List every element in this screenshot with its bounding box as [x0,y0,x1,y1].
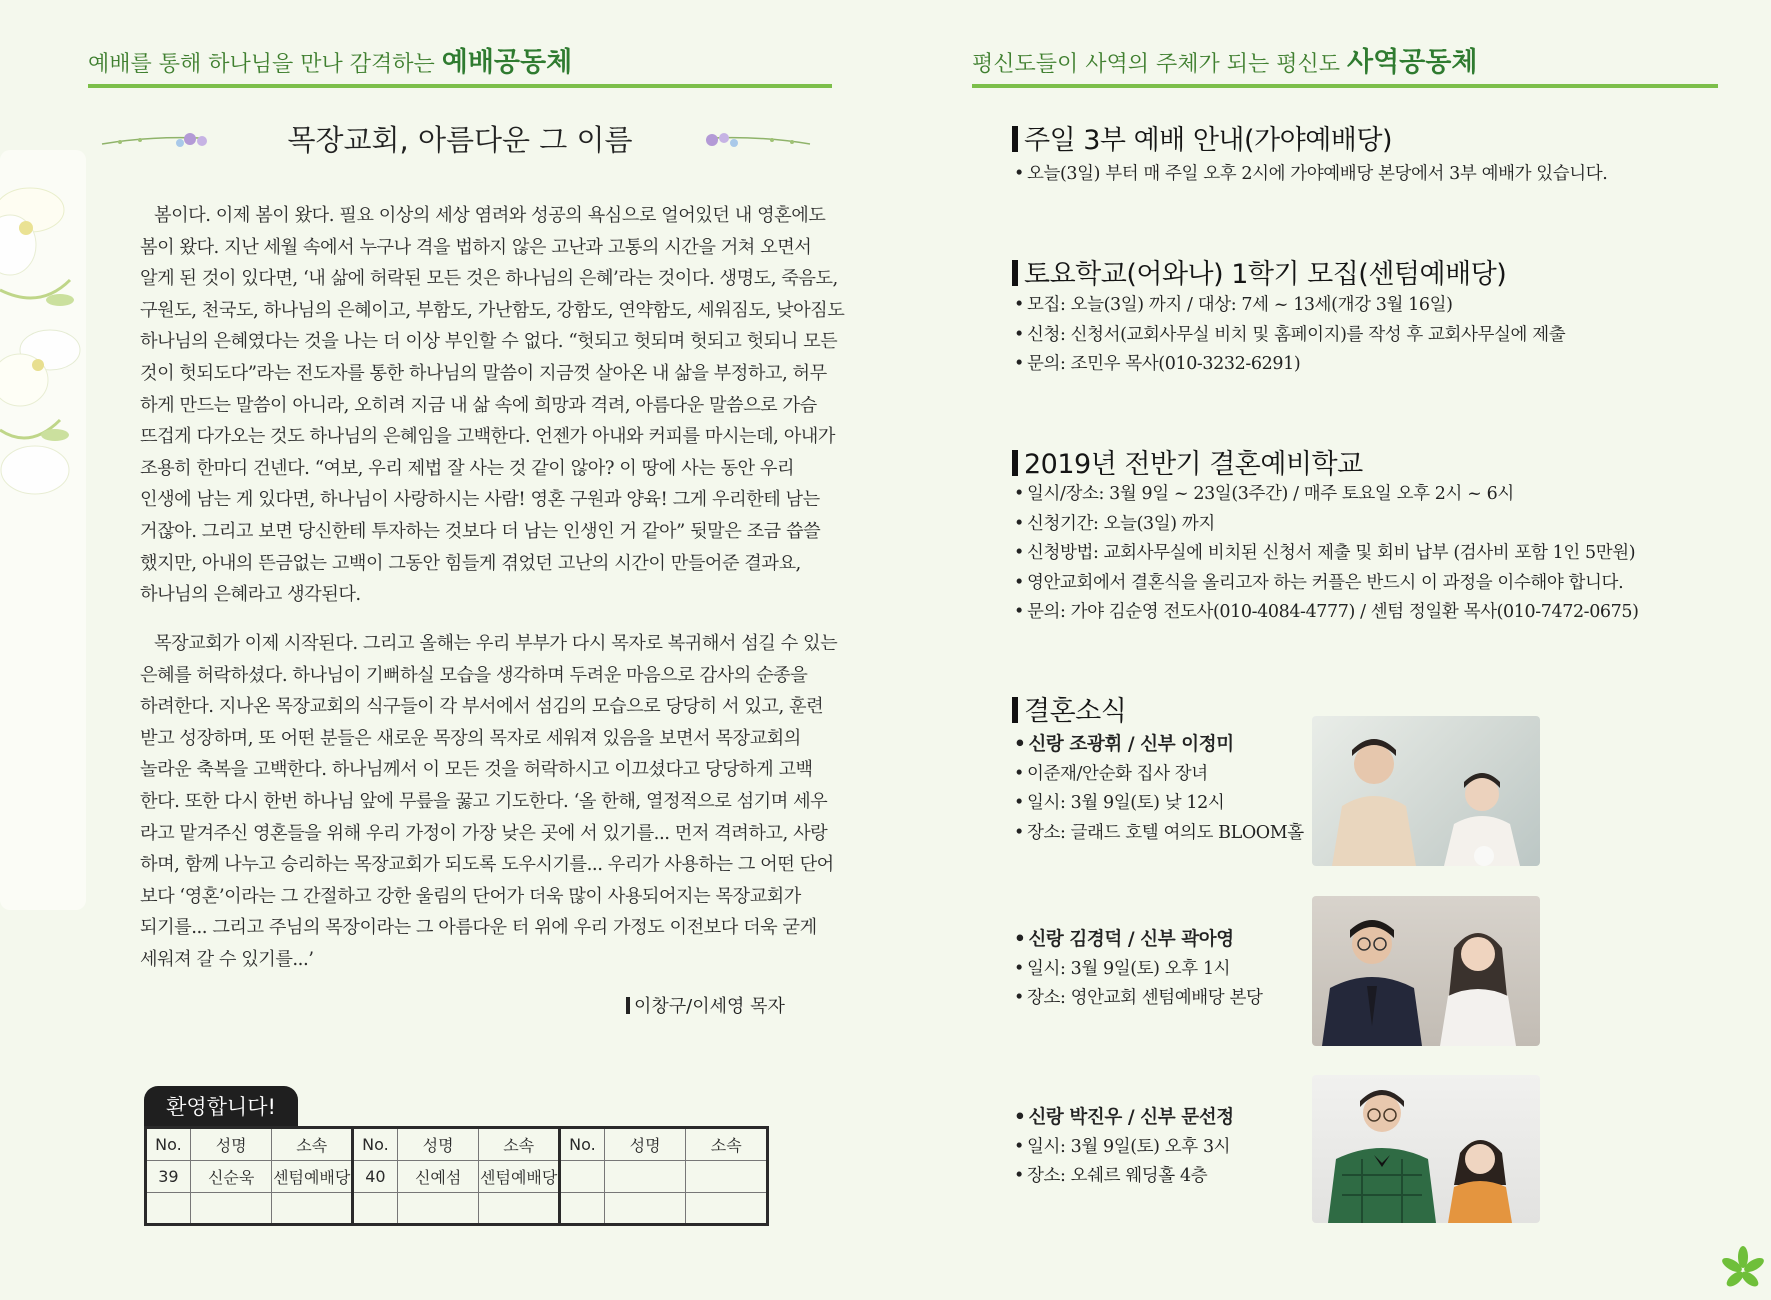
right-header-lead: 평신도들이 사역의 주체가 되는 평신도 [972,52,1347,77]
signature-bar [626,997,630,1014]
list-item: • 모집: 오늘(3일) 까지 / 대상: 7세 ~ 13세(개강 3월 16일) [1014,291,1565,321]
table-cell [479,1193,560,1225]
essay-line: 라고 맡겨주신 영혼들을 위해 우리 가정이 가장 낮은 곳에 서 있기를... 먼저 격려하고, 사랑 [140,822,828,844]
heading-bar [1012,450,1018,476]
worship-list [1014,160,1607,190]
table-cell [604,1161,686,1193]
welcome-tab-label: 환영합니다! [144,1086,298,1126]
table-cell [190,1193,272,1225]
essay-line: 한다. 또한 다시 한번 하나님 앞에 무릎을 꿇고 기도한다. ‘올 한해, 열정적으로 섬기며 세우 [140,790,828,812]
heading-bar [1012,126,1018,152]
flower-decoration-image [0,150,86,910]
essay-line: 목장교회가 이제 시작된다. 그리고 올해는 우리 부부가 다시 목자로 복귀해서 섬길 수 있는 [154,633,838,654]
list-item: • 신청기간: 오늘(3일) 까지 [1014,510,1639,540]
essay-line: 세워져 갈 수 있기를...’ [140,948,314,970]
saturday-school-heading [1012,252,1506,291]
essay-line: 조용히 한마디 건넨다. “여보, 우리 제법 잘 사는 것 같이 않아? 이 땅에 사는 동안 우리 [140,457,795,479]
essay-line: 하며, 함께 나누고 승리하는 목장교회가 되도록 도우시기를... 우리가 사용하는 그 어떤 단어 [140,854,834,876]
marriage-school-heading [1012,442,1363,481]
essay-signature [626,992,785,1018]
col-header: 소속 [272,1128,353,1161]
col-header: No. [559,1128,604,1161]
table-cell: 40 [352,1161,397,1193]
signature-text: 이창구/이세영 목자 [634,996,785,1017]
essay-line: 뜨겁게 다가오는 것도 하나님의 은혜임을 고백한다. 언젠가 아내와 커피를 마시는데, 아내가 [140,426,835,448]
essay-line: 봄이다. 이제 봄이 왔다. 필요 이상의 세상 염려와 성공의 욕심으로 얼어있던 내 영혼에도 [154,205,826,226]
col-header: 성명 [397,1128,479,1161]
table-row [146,1193,768,1225]
couple-title: • 신랑 조광휘 / 신부 이정미 [1014,730,1304,760]
essay-line: 되기를... 그리고 주님의 목장이라는 그 아름다운 터 위에 우리 가정도 이전보다 더욱 굳게 [140,917,817,939]
essay-line: 하나님의 은혜라고 생각된다. [140,584,361,606]
list-item: • 장소: 글래드 호텔 여의도 BLOOM홀 [1014,819,1304,849]
essay-line: 받고 성장하며, 또 어떤 분들은 새로운 목장의 목자로 세워져 있음을 보면서 목장교회의 [140,727,801,749]
wedding-news-heading [1012,689,1126,728]
col-header: 소속 [686,1128,768,1161]
list-item: • 문의: 조민우 목사(010-3232-6291) [1014,350,1565,380]
essay-line: 봄이 왔다. 지난 세월 속에서 누구나 격을 법하지 않은 고난과 고통의 시간을 거쳐 오면서 [140,236,812,258]
list-item: • 일시/장소: 3월 9일 ~ 23일(3주간) / 매주 토요일 오후 2시 ~ 6시 [1014,480,1639,510]
col-header: No. [146,1128,191,1161]
list-item: • 영안교회에서 결혼식을 올리고자 하는 커플은 반드시 이 과정을 이수해야 합니다. [1014,569,1639,599]
list-item: • 일시: 3월 9일(토) 오후 1시 [1014,955,1263,985]
col-header: No. [352,1128,397,1161]
saturday-school-list [1014,291,1565,380]
marriage-school-heading-text: 2019년 전반기 결혼예비학교 [1024,449,1363,480]
table-cell [686,1193,768,1225]
table-cell [272,1193,353,1225]
essay-line: 구원도, 천국도, 하나님의 은혜이고, 부함도, 가난함도, 강함도, 연약함도, 세워짐도, 낮아짐도 [140,299,845,321]
table-cell [146,1193,191,1225]
essay-title [0,118,920,159]
worship-heading-text: 주일 3부 예배 안내(가야예배당) [1024,125,1392,156]
essay-line: 놀라운 축복을 고백한다. 하나님께서 이 모든 것을 허락하시고 이끄셨다고 당당하게 고백 [140,759,813,781]
heading-bar [1012,697,1018,723]
col-header: 성명 [190,1128,272,1161]
welcome-table-header-row [146,1128,768,1161]
col-header: 소속 [479,1128,560,1161]
essay-line: 하려한다. 지나온 목장교회의 식구들이 각 부서에서 섬김의 모습으로 당당히 서 있고, 훈련 [140,696,824,718]
couple-photo-2 [1312,896,1540,1046]
couple-photo-3 [1312,1075,1540,1223]
col-header: 성명 [604,1128,686,1161]
couple-title: • 신랑 김경덕 / 신부 곽아영 [1014,925,1263,955]
right-header-strong: 사역공동체 [1347,47,1478,78]
couple-photo-2-image [1312,896,1540,1046]
table-cell [352,1193,397,1225]
heading-bar [1012,260,1018,286]
essay-paragraph-1 [140,200,845,611]
list-item: • 오늘(3일) 부터 매 주일 오후 2시에 가야예배당 본당에서 3부 예배가 있습니다. [1014,160,1607,190]
essay-line: 했지만, 아내의 뜬금없는 고백이 그동안 힘들게 겪었던 고난의 시간이 만들어준 결과요, [140,552,801,574]
right-section-header [972,44,1718,88]
table-cell: 센텀예배당 [272,1161,353,1193]
list-item: • 일시: 3월 9일(토) 낮 12시 [1014,789,1304,819]
table-cell [397,1193,479,1225]
list-item: • 일시: 3월 9일(토) 오후 3시 [1014,1133,1234,1163]
left-header-strong: 예배공동체 [441,47,573,78]
wedding-news-heading-text: 결혼소식 [1024,696,1127,727]
list-item: • 신청: 신청서(교회사무실 비치 및 홈페이지)를 작성 후 교회사무실에 제출 [1014,321,1565,351]
left-header-lead: 예배를 통해 하나님을 만나 감격하는 [88,52,442,77]
table-cell [686,1161,768,1193]
leaf-corner-icon [1720,1245,1766,1291]
couple-title: • 신랑 박진우 / 신부 문선정 [1014,1103,1234,1133]
list-item: • 장소: 오쉐르 웨딩홀 4층 [1014,1162,1234,1192]
couple-photo-3-image [1312,1075,1540,1223]
list-item: • 이준재/안순화 집사 장녀 [1014,760,1304,790]
table-cell: 신예섬 [397,1161,479,1193]
left-section-header [88,44,832,88]
essay-title-text: 목장교회, 아름다운 그 이름 [287,123,633,157]
list-item: • 신청방법: 교회사무실에 비치된 신청서 제출 및 회비 납부 (검사비 포함 1인 5만원) [1014,539,1639,569]
wedding-couple-3 [1014,1103,1234,1192]
table-cell [559,1161,604,1193]
table-cell [604,1193,686,1225]
table-row [146,1161,768,1193]
essay-line: 하게 만드는 말씀이 아니라, 오히려 지금 내 삶 속에 희망과 격려, 아름다운 말씀으로 가슴 [140,394,817,416]
worship-heading [1012,118,1392,157]
essay-line: 보다 ‘영혼’이라는 그 간절하고 강한 울림의 단어가 더욱 많이 사용되어지는 목장교회가 [140,885,801,907]
list-item: • 문의: 가야 김순영 전도사(010-4084-4777) / 센텀 정일환 목사(010-7472-0675) [1014,598,1639,628]
table-cell [559,1193,604,1225]
table-cell: 센텀예배당 [479,1161,560,1193]
essay-line: 알게 된 것이 있다면, ‘내 삶에 허락된 모든 것은 하나님의 은혜’라는 것이다. 생명도, 죽음도, [140,268,838,290]
couple-photo-1 [1312,716,1540,866]
table-cell: 신순욱 [190,1161,272,1193]
wedding-couple-1 [1014,730,1304,848]
essay-line: 것이 헛되도다”라는 전도자를 통한 하나님의 말씀이 지금껏 살아온 내 삶을 부정하고, 허무 [140,362,827,384]
table-cell: 39 [146,1161,191,1193]
list-item: • 장소: 영안교회 센텀예배당 본당 [1014,984,1263,1014]
essay-line: 하나님의 은혜였다는 것을 나는 더 이상 부인할 수 없다. “헛되고 헛되며 헛되고 헛되니 모든 [140,331,838,353]
essay-line: 거잖아. 그리고 보면 당신한테 투자하는 것보다 더 남는 인생인 거 같아” 뒷말은 조금 씁쓸 [140,520,821,542]
welcome-table [144,1126,769,1226]
saturday-school-heading-text: 토요학교(어와나) 1학기 모집(센텀예배당) [1024,259,1507,290]
marriage-school-list [1014,480,1639,628]
essay-line: 인생에 남는 게 있다면, 하나님이 사랑하시는 사람! 영혼 구원과 양육! 그게 우리한테 남는 [140,489,820,511]
couple-photo-1-image [1312,716,1540,866]
essay-paragraph-2 [140,628,838,976]
wedding-couple-2 [1014,925,1263,1014]
essay-line: 은혜를 허락하셨다. 하나님이 기뻐하실 모습을 생각하며 두려운 마음으로 감사의 순종을 [140,664,808,686]
